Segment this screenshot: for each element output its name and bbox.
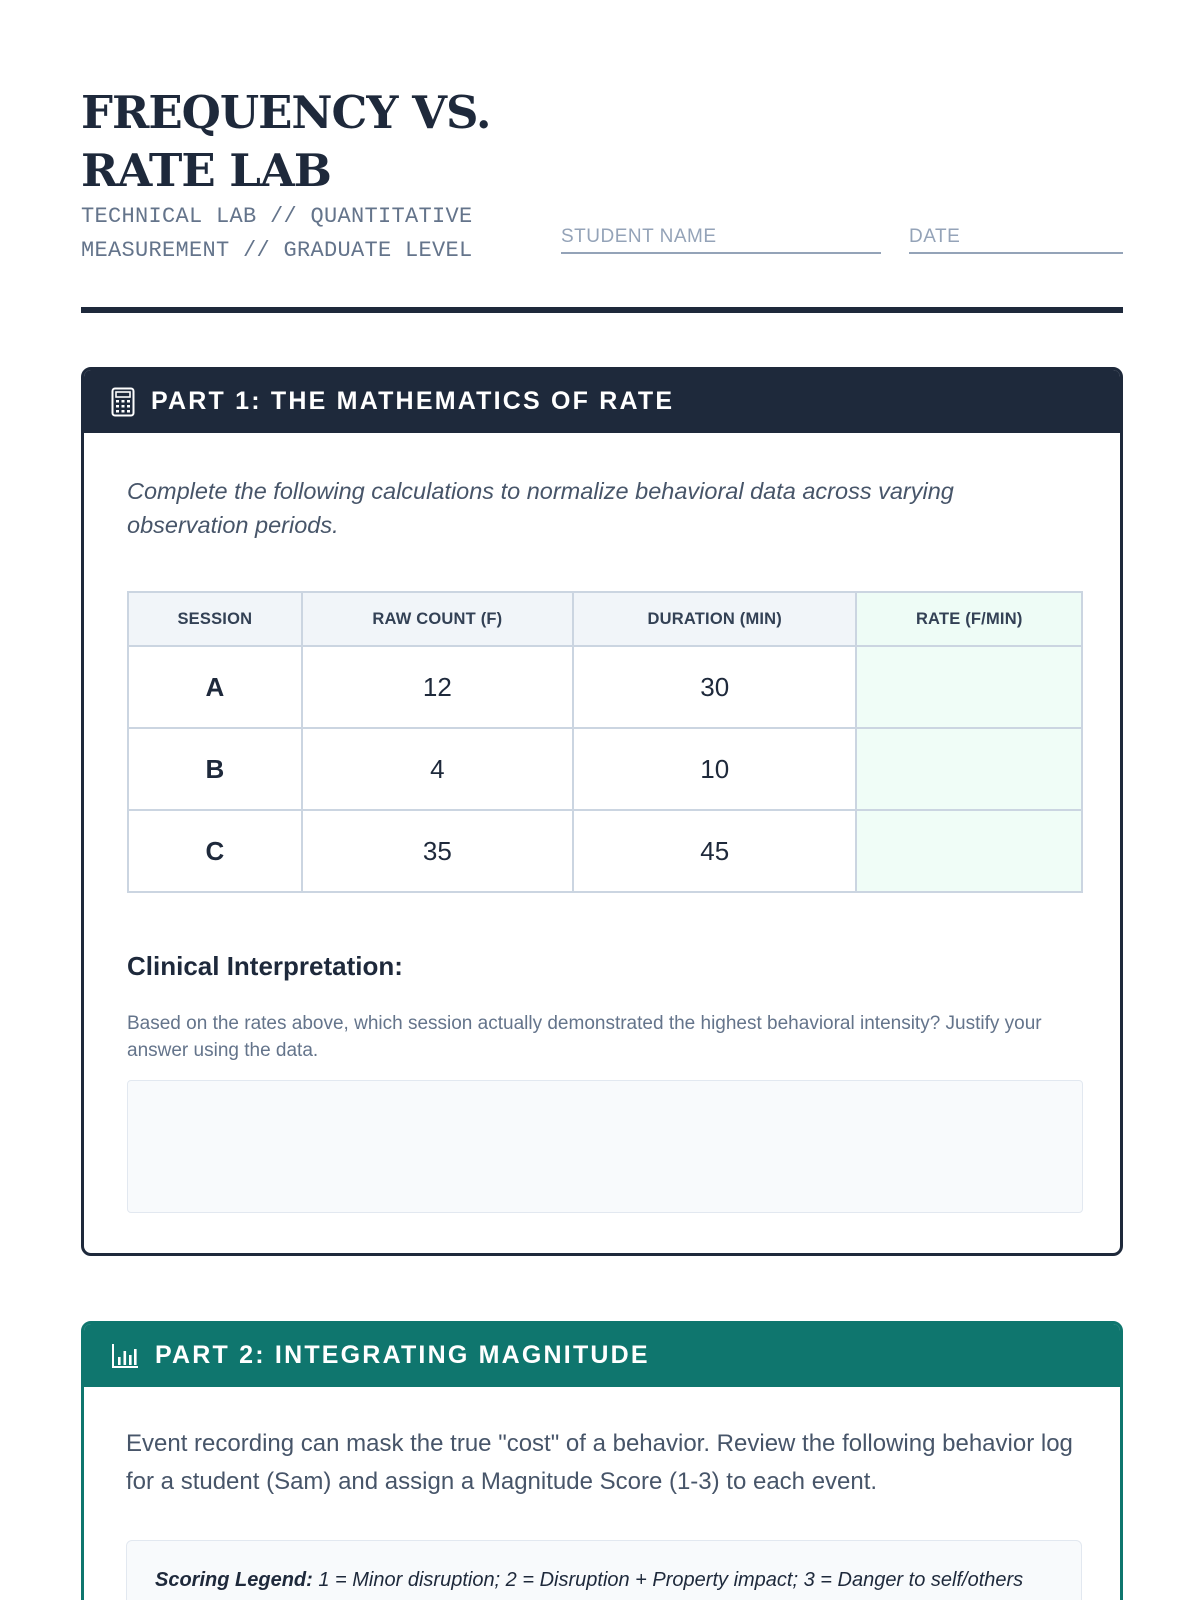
col-rate: RATE (F/MIN) (856, 592, 1082, 646)
rate-table (127, 591, 1083, 893)
part2-instructions: Event recording can mask the true "cost" of a behavior. Review the following behavior log for a student (Sam) and assign a Magnitude Score (1-3) to each event. (126, 1430, 1073, 1495)
calculator-icon (111, 387, 135, 417)
part2-title: PART 2: INTEGRATING MAGNITUDE (155, 1341, 650, 1369)
session-cell: C (128, 810, 302, 892)
rate-input-cell[interactable] (856, 810, 1082, 892)
col-raw-count: RAW COUNT (F) (302, 592, 573, 646)
table-row (128, 810, 1082, 892)
count-cell: 4 (302, 728, 573, 810)
legend-text: 1 = Minor disruption; 2 = Disruption + Property impact; 3 = Danger to self/others (318, 1569, 1024, 1591)
part2-header (84, 1324, 1120, 1387)
part1-card (81, 367, 1123, 1256)
page-subtitle: TECHNICAL LAB // QUANTITATIVE MEASUREMENT // GRADUATE LEVEL (81, 204, 473, 263)
legend-label: Scoring Legend: (155, 1569, 313, 1591)
student-name-field[interactable]: STUDENT NAME (561, 224, 881, 254)
part1-title: PART 1: THE MATHEMATICS OF RATE (151, 387, 675, 415)
count-cell: 12 (302, 646, 573, 728)
page-title: FREQUENCY VS. RATE LAB (81, 86, 491, 197)
table-header-row (128, 592, 1082, 646)
rate-input-cell[interactable] (856, 646, 1082, 728)
rate-input-cell[interactable] (856, 728, 1082, 810)
duration-cell: 45 (573, 810, 856, 892)
session-cell: A (128, 646, 302, 728)
session-cell: B (128, 728, 302, 810)
interpretation-question: Based on the rates above, which session actually demonstrated the highest behavioral intensity? Justify your answer using the data. (127, 1013, 1042, 1061)
col-duration: DURATION (MIN) (573, 592, 856, 646)
date-field[interactable]: DATE (909, 224, 1123, 254)
interpretation-answer-box[interactable] (127, 1080, 1083, 1213)
duration-cell: 30 (573, 646, 856, 728)
header-divider (81, 307, 1123, 313)
part1-header (84, 370, 1120, 433)
part2-card (81, 1321, 1123, 1600)
table-row (128, 728, 1082, 810)
table-row (128, 646, 1082, 728)
duration-cell: 10 (573, 728, 856, 810)
interpretation-heading: Clinical Interpretation: (127, 951, 403, 981)
col-session: SESSION (128, 592, 302, 646)
scoring-legend (126, 1540, 1082, 1600)
bar-chart-icon (111, 1343, 139, 1369)
count-cell: 35 (302, 810, 573, 892)
part1-instructions: Complete the following calculations to normalize behavioral data across varying observation periods. (127, 478, 954, 538)
